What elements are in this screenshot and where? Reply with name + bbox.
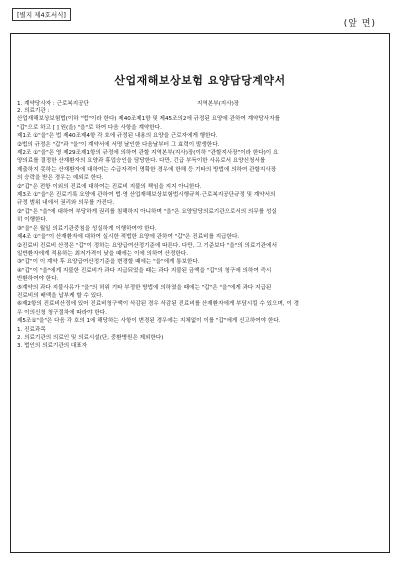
text-line: 우 이의신청 청구절차에 따라야 한다. xyxy=(17,309,107,316)
text-line: ②"갑"은 전항 이외의 진료에 대하여는 진료비 지불의 책임을 지지 아니한다. xyxy=(17,183,202,190)
text-line: 일반환자에게 적용하는 최저가격이 낮을 때에는 이에 의하여 산정한다. xyxy=(17,250,188,257)
contract-body xyxy=(17,107,381,351)
text-line: ②진료비 진료비 산정은 "갑"이 정하는 요양급여산정기준에 따른다. 다만, 그 기준보다 "을"의 의료기관에서 xyxy=(17,242,277,249)
text-line: 진료비의 배액을 납부케 할 수 있다. xyxy=(17,292,104,299)
text-line: "갑"으로 하고 [ ] 원(을) "을"로 하여 다음 사항을 계약한다. xyxy=(17,124,162,131)
text-line: ⑤계약의 과다 지불사유가 "을"의 허위 기타 부정한 방법에 의하였을 때에는 "갑"은 "을"에게 과다 지급된 xyxy=(17,284,272,291)
contract-party-label: 1. 계약당사자 : 근로복지공단 xyxy=(17,101,89,107)
text-line: 히 이행한다. xyxy=(17,217,48,224)
text-line: ⑥제2항의 진료비산정에 있어 진료비청구액이 삭감된 경우 삭감된 진료비를 산재환자에게 부담시킬 수 있으며, 이 경 xyxy=(17,301,300,308)
text-line: 제1조 ①"을"은 법 제40조제4항 각 호에 규정된 내용의 요양을 근로자에게 행한다. xyxy=(17,133,218,140)
document-title: 산업재해보상보험 요양담당계약서 xyxy=(114,74,286,87)
text-line: ④"갑"이 "을"에게 지불한 진료비가 과다 지급되었을 때는 과다 지불된 금액을 "갑"의 청구에 의하여 즉시 xyxy=(17,267,272,274)
text-line: 1. 진료과목 xyxy=(17,326,46,333)
text-line: 제출하지 못하는 산재환자에 대하여는 수급자격이 명확한 경우에 한해 등 기타의 방법에 의하여 관할지사장 xyxy=(17,166,277,173)
text-line: 양의료를 결정한 산재환자의 요양과 휴업승인을 담당한다. 다만, 긴급 부득이한 사유로서 요양신청서를 xyxy=(17,158,266,165)
page-side-label: (앞 면) xyxy=(343,19,376,29)
text-line: 3. 법인의 의료기관의 대표자 xyxy=(17,343,88,350)
document-frame xyxy=(10,33,390,553)
form-number-label: [별지 제4호서식] xyxy=(12,8,71,21)
text-line: ②법의 규정은 "갑"과 "을"이 계약서에 서명 날인한 다음날부터 그 효력이 발생한다. xyxy=(17,141,220,148)
text-line: 제2조 ①"을"은 영 제29조제1항의 규정에 의하여 관할 지역본부(지사)장(이하 "관할지사장"이라 한다)이 요 xyxy=(17,150,279,157)
text-line: 2. 의료기관 : xyxy=(17,108,50,114)
text-line: ②"갑"은 "을"에 대하여 부당하게 권리를 침해하지 아니하며 "을"은 요양담당의료기관으로서의 의무를 성실 xyxy=(17,208,277,215)
text-line: 2. 의료기관의 의료인 및 의료시설(단, 중환병원은 제외한다) xyxy=(17,334,164,341)
text-line: ③"갑"이 이 계약 후 요양급여산정기준을 변경할 때에는 "을"에게 통보한다. xyxy=(17,259,200,266)
text-line: ③"을"은 월일 의료기관중침을 성실하게 이행하여야 한다. xyxy=(17,225,157,232)
contract-party-row xyxy=(17,99,383,107)
regional-office-label: 지역본부(지사)장 xyxy=(197,101,240,107)
text-line: 제3조 ①"을"은 진료기록 요양에 관하여 법·영 산업재해보상보험법시행규칙·근로복지공단규정 및 계약서의 xyxy=(17,192,276,199)
text-line: 제5조①"을"은 다음 각 호의 1에 해당하는 사항이 변경된 경우에는 지체없이 이를 "갑"에게 신고하여야 한다. xyxy=(17,318,281,325)
text-line: 규정 범위 내에서 권리와 의무를 가진다. xyxy=(17,200,115,207)
text-line: 산업재해보상보험법(이하 "법"이라 한다) 제40조제1항 및 제45조의2에 규정된 요양에 관하여 계약당사자를 xyxy=(17,116,281,123)
text-line: 제4조 ①"을"이 산재환자에 대하여 실시한 적법한 요양에 관하여 "갑"은 진료비를 지급한다. xyxy=(17,234,240,241)
text-line: 의 승락을 받은 경우는 예외로 한다. xyxy=(17,175,104,182)
text-line: 반환하여야 한다. xyxy=(17,276,59,283)
